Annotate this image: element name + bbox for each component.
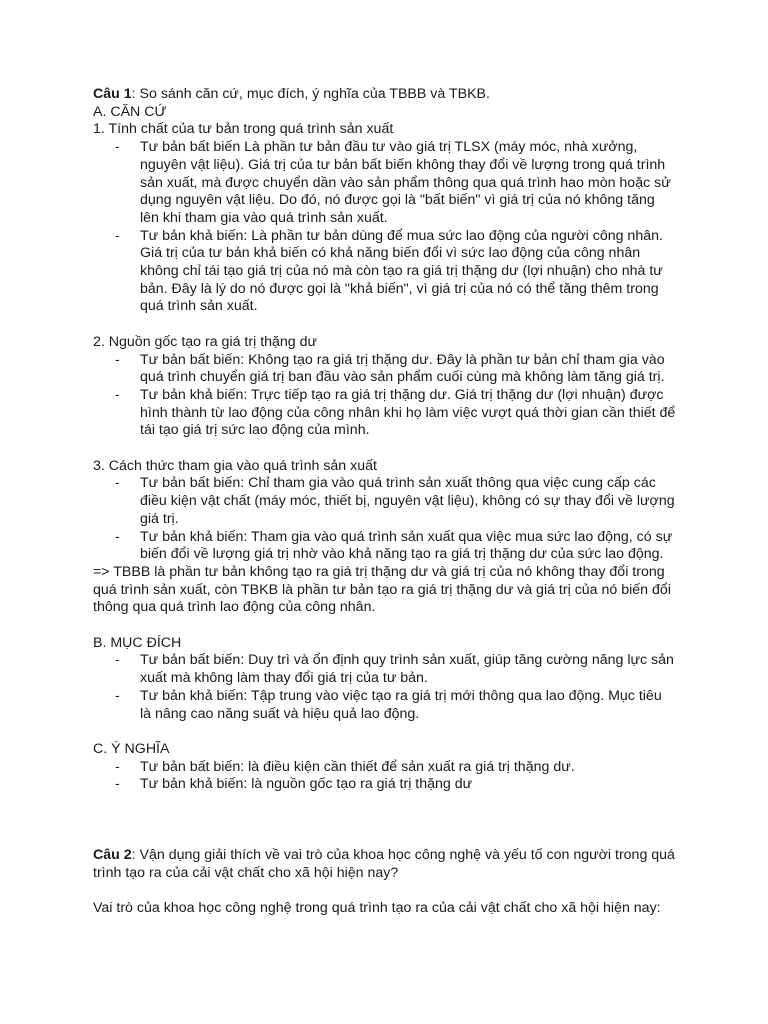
list-item-line: hình thành từ lao động của công nhân khi họ làm việc vượt quá thời gian cần thiết để [140, 404, 676, 421]
list-item-line: Tư bản khả biến: Trực tiếp tạo ra giá trị thặng dư. Giá trị thặng dư (lợi nhuận) được [140, 386, 664, 403]
question-2-label: Câu 2 [93, 847, 132, 864]
section-a3-list [93, 475, 683, 564]
list-item [93, 387, 683, 440]
list-item-line: không chỉ tái tạo giá trị của nó mà còn tạo ra giá trị thặng dư (lợi nhuận) cho nhà tư [140, 263, 663, 280]
list-item-line: Tư bản khả biến: Là phần tư bản dùng để mua sức lao động của người công nhân. [140, 227, 663, 244]
section-c-list [93, 759, 683, 794]
conclusion-line: => TBBB là phần tư bản không tạo ra giá trị thặng dư và giá trị của nó không thay đổi trong [93, 563, 665, 580]
list-item-line: Tư bản bất biến: là điều kiện cần thiết để sản xuất ra giá trị thặng dư. [140, 758, 575, 775]
list-item-line: quá trình sản xuất. [140, 298, 258, 315]
list-item-line: nguyên vật liệu). Giá trị của tư bản bất biến không thay đổi về lượng trong quá trình [140, 156, 666, 173]
list-item-line: Tư bản khả biến: Tập trung vào việc tạo ra giá trị mới thông qua lao động. Mục tiêu [140, 687, 662, 704]
spacer [93, 883, 683, 901]
question-1-label: Câu 1 [93, 86, 132, 102]
section-b-list [93, 652, 683, 723]
list-item [93, 759, 683, 777]
list-item-line: Tư bản bất biến Là phần tư bản đầu tư vào giá trị TLSX (máy móc, nhà xưởng, [140, 139, 638, 156]
spacer [93, 440, 683, 458]
question-2-title-line: trình tạo ra của cải vật chất cho xã hội hiện nay? [93, 864, 399, 881]
section-a1-list [93, 139, 683, 316]
question-2-text: : Vận dụng giải thích về vai trò của khoa học công nghệ và yếu tố con người trong quá [131, 847, 675, 864]
list-item-line: Tư bản bất biến: Duy trì và ổn định quy trình sản xuất, giúp tăng cường năng lực sản [140, 652, 674, 669]
list-item [93, 352, 683, 387]
spacer [93, 812, 683, 830]
bullet-marker: - [115, 227, 120, 244]
list-item-line: Tư bản bất biến: Chỉ tham gia vào quá trình sản xuất thông qua việc cung cấp các [140, 475, 656, 492]
conclusion-line: quá trình sản xuất, còn TBKB là phần tư bản tạo ra giá trị thặng dư và giá trị của nó biến đổi [93, 581, 671, 598]
section-a-conclusion [93, 564, 683, 617]
list-item [93, 475, 683, 528]
section-a-heading: A. CĂN CỨ [93, 103, 167, 120]
list-item [93, 139, 683, 228]
list-item [93, 652, 683, 687]
list-item-line: giá trị. [140, 510, 179, 527]
bullet-marker: - [115, 351, 120, 368]
list-item-line: Giá trị của tư bản khả biến có khả năng biến đổi vì sức lao động của công nhân [140, 245, 641, 262]
list-item-line: xuất mà không làm thay đổi giá trị của tư bản. [140, 670, 428, 687]
section-a3-heading: 3. Cách thức tham gia vào quá trình sản xuất [93, 457, 377, 474]
question-2-title [93, 847, 683, 882]
question-2-intro: Vai trò của khoa học công nghệ trong quá trình tạo ra của cải vật chất cho xã hội hiện nay: [93, 900, 661, 917]
list-item-line: điều kiện vật chất (máy móc, thiết bị, nguyên vật liệu), không có sự thay đổi về lượng [140, 493, 675, 510]
list-item [93, 776, 683, 794]
list-item-line: Tư bản khả biến: là nguồn gốc tạo ra giá trị thặng dư [140, 776, 473, 793]
section-b-heading: B. MỤC ĐÍCH [93, 634, 182, 651]
section-a2-heading: 2. Nguồn gốc tạo ra giá trị thặng dư [93, 333, 318, 350]
spacer [93, 829, 683, 847]
bullet-marker: - [115, 139, 120, 156]
section-a2-list [93, 352, 683, 441]
spacer [93, 794, 683, 812]
list-item-line: bản. Đây là lý do nó được gọi là "khả biến", vì giá trị của nó có thể tăng thêm trong [140, 280, 659, 297]
list-item-line: Tư bản bất biến: Không tạo ra giá trị thặng dư. Đây là phần tư bản chỉ tham gia vào [140, 351, 665, 368]
bullet-marker: - [115, 687, 120, 704]
question-2-title-line [93, 847, 683, 865]
spacer [93, 316, 683, 334]
bullet-marker: - [115, 475, 120, 492]
spacer [93, 617, 683, 635]
bullet-marker: - [115, 386, 120, 403]
spacer [93, 723, 683, 741]
section-c-heading: C. Ý NGHĨA [93, 740, 170, 757]
list-item-line: Tư bản khả biến: Tham gia vào quá trình sản xuất qua việc mua sức lao động, có sự [140, 528, 673, 545]
section-a1-heading: 1. Tính chất của tư bản trong quá trình sản xuất [93, 121, 394, 138]
bullet-marker: - [115, 652, 120, 669]
list-item-line: lên khi tham gia vào quá trình sản xuất. [140, 209, 388, 226]
list-item [93, 688, 683, 723]
list-item-line: biến đổi về lượng giá trị nhờ vào khả năng tạo ra giá trị thặng dư của sức lao động. [140, 546, 664, 563]
list-item-line: quá trình chuyển giá trị ban đầu vào sản phẩm cuối cùng mà không làm tăng giá trị. [140, 369, 665, 386]
conclusion-line: thông qua quá trình lao động của công nhân. [93, 599, 376, 616]
list-item [93, 529, 683, 564]
bullet-marker: - [115, 776, 120, 793]
question-1-text: : So sánh căn cứ, mục đích, ý nghĩa của TBBB và TBKB. [131, 86, 490, 102]
document-body [93, 86, 683, 918]
list-item [93, 228, 683, 317]
list-item-line: dụng nguyên vật liệu. Do đó, nó được gọi là "bất biến" vì giá trị của nó không tăng [140, 192, 655, 209]
bullet-marker: - [115, 758, 120, 775]
list-item-line: tái tạo giá trị sức lao động của mình. [140, 422, 370, 439]
list-item-line: sản xuất, mà được chuyển dần vào sản phẩm thông qua quá trình hao mòn hoặc sử [140, 174, 671, 191]
list-item-line: là nâng cao năng suất và hiệu quả lao động. [140, 705, 420, 722]
bullet-marker: - [115, 528, 120, 545]
question-1-title [93, 86, 683, 104]
